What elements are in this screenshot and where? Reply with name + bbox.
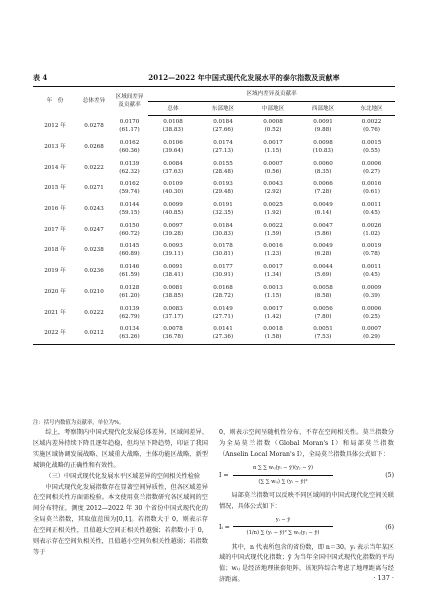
cell-northeast — [348, 219, 395, 240]
header-within-group: 区域内差异及贡献率 — [148, 87, 395, 102]
cell-overall — [148, 199, 198, 220]
cell-contribution: (2.92) — [264, 189, 282, 196]
cell-central — [248, 199, 298, 220]
cell-contribution: (0.27) — [363, 168, 380, 175]
cell-west — [298, 302, 348, 323]
cell-contribution: (1.02) — [363, 230, 380, 237]
cell-between — [111, 302, 148, 323]
cell-northeast — [348, 240, 395, 261]
cell-value: 0.0134 — [119, 326, 140, 333]
cell-west — [298, 116, 348, 137]
cell-contribution: (0.76) — [363, 127, 380, 134]
cell-central — [248, 178, 298, 199]
cell-northeast — [348, 302, 395, 323]
formula-6-number: (6) — [385, 523, 394, 531]
cell-total: 0.0210 — [84, 288, 104, 295]
cell-contribution: (0.29) — [363, 334, 380, 341]
cell-contribution: (37.63) — [162, 168, 184, 175]
cell-value: 0.0149 — [213, 305, 233, 312]
table-row — [33, 240, 395, 261]
cell-contribution: (61.17) — [119, 127, 140, 134]
cell-value: 0.0043 — [263, 181, 283, 188]
cell-overall — [148, 282, 198, 303]
cell-west — [298, 282, 348, 303]
cell-value: 0.0091 — [313, 119, 333, 126]
cell-value: 0.0019 — [361, 243, 382, 250]
cell-total: 0.0222 — [84, 309, 104, 316]
cell-year: 2018 年 — [44, 247, 66, 254]
cell-year: 2016 年 — [44, 206, 66, 213]
cell-central — [248, 157, 298, 178]
cell-overall — [148, 178, 198, 199]
table-note: 注：括号内数值为贡献率，单位为%。 — [33, 420, 125, 426]
cell-contribution: (59.74) — [119, 189, 140, 196]
cell-east — [198, 199, 248, 220]
cell-value: 0.0022 — [263, 222, 283, 229]
table-row — [33, 116, 395, 137]
cell-northeast — [348, 261, 395, 282]
paragraph: 0，则表示空间呈随机性分布，不存在空间相关性。莫兰指数分为全局莫兰指数（Global Moran's I）和局部莫兰指数（Anselin Local Moran's I），全局莫兰指数具体公式如下： — [219, 429, 394, 458]
cell-east — [198, 323, 248, 344]
cell-contribution: (60.72) — [119, 230, 140, 237]
cell-between — [111, 282, 148, 303]
cell-contribution: (27.71) — [212, 313, 234, 320]
cell-value: 0.0128 — [119, 284, 140, 291]
cell-value: 0.0049 — [313, 243, 333, 250]
cell-between — [111, 157, 148, 178]
cell-contribution: (0.78) — [363, 251, 380, 258]
cell-value: 0.0051 — [313, 326, 333, 333]
cell-contribution: (1.58) — [264, 334, 282, 341]
cell-value: 0.0139 — [119, 160, 140, 167]
cell-year: 2014 年 — [44, 164, 66, 171]
header-region-east: 东部地区 — [198, 102, 248, 116]
cell-contribution: (37.17) — [162, 313, 184, 320]
cell-contribution: (1.42) — [264, 313, 282, 320]
header-between: 区域间差异及贡献率 — [115, 94, 144, 109]
cell-northeast — [348, 137, 395, 158]
formula-6-denominator: (1/n) ∑ (yᵢ − ȳ)² ∑ wᵢⱼ(yⱼ − ȳ) — [246, 530, 320, 537]
cell-contribution: (0.39) — [363, 292, 380, 299]
formula-5 — [219, 461, 394, 491]
cell-value: 0.0162 — [119, 140, 140, 147]
cell-value: 0.0047 — [313, 222, 333, 229]
cell-value: 0.0017 — [263, 305, 283, 312]
paragraph: 局部莫兰指数可以反映不同区域间的中国式现代化空间关联情况，具体公式如下： — [219, 491, 394, 510]
cell-overall — [148, 116, 198, 137]
cell-contribution: (9.88) — [314, 127, 332, 134]
table-row — [33, 137, 395, 158]
cell-east — [198, 157, 248, 178]
cell-contribution: (0.52) — [264, 127, 282, 134]
cell-east — [198, 282, 248, 303]
cell-value: 0.0099 — [163, 202, 183, 209]
cell-northeast — [348, 323, 395, 344]
cell-contribution: (30.81) — [212, 251, 234, 258]
cell-contribution: (27.13) — [212, 148, 234, 155]
cell-central — [248, 137, 298, 158]
cell-value: 0.0049 — [313, 202, 333, 209]
cell-west — [298, 261, 348, 282]
table-row — [33, 178, 395, 199]
cell-contribution: (0.45) — [363, 272, 380, 279]
cell-between — [111, 240, 148, 261]
cell-contribution: (1.59) — [264, 230, 282, 237]
cell-total: 0.0247 — [84, 226, 104, 233]
cell-value: 0.0007 — [263, 160, 283, 167]
cell-value: 0.0168 — [213, 284, 233, 291]
cell-overall — [148, 323, 198, 344]
cell-value: 0.0066 — [313, 181, 333, 188]
cell-value: 0.0177 — [213, 264, 233, 271]
cell-contribution: (1.23) — [264, 251, 282, 258]
formula-5-denominator: (∑ ∑ wᵢⱼ) ∑ (yᵢ − ȳ)² — [258, 478, 308, 485]
cell-total: 0.0268 — [84, 144, 104, 151]
cell-central — [248, 302, 298, 323]
cell-contribution: (0.55) — [363, 148, 380, 155]
cell-overall — [148, 137, 198, 158]
cell-contribution: (8.58) — [314, 292, 332, 299]
cell-contribution: (63.26) — [119, 334, 140, 341]
cell-northeast — [348, 199, 395, 220]
formula-6-fraction — [233, 515, 333, 540]
cell-between — [111, 116, 148, 137]
cell-central — [248, 116, 298, 137]
cell-total: 0.0238 — [84, 247, 104, 254]
cell-contribution: (10.83) — [312, 148, 334, 155]
cell-contribution: (1.15) — [264, 292, 282, 299]
cell-value: 0.0013 — [263, 284, 283, 291]
cell-east — [198, 178, 248, 199]
left-column — [33, 428, 208, 559]
table-number: 表 4 — [33, 73, 48, 82]
cell-value: 0.0191 — [213, 202, 233, 209]
cell-value: 0.0193 — [213, 181, 233, 188]
cell-west — [298, 219, 348, 240]
cell-value: 0.0184 — [213, 119, 233, 126]
cell-contribution: (28.72) — [212, 292, 234, 299]
cell-contribution: (62.79) — [119, 313, 140, 320]
cell-total: 0.0271 — [84, 185, 104, 192]
cell-value: 0.0026 — [361, 222, 382, 229]
formula-6 — [219, 513, 394, 543]
cell-value: 0.0108 — [163, 119, 183, 126]
cell-east — [198, 219, 248, 240]
cell-contribution: (0.25) — [363, 313, 380, 320]
cell-contribution: (7.53) — [314, 334, 332, 341]
table-row — [33, 282, 395, 303]
cell-contribution: (59.15) — [119, 210, 140, 217]
theil-index-table — [33, 86, 395, 345]
cell-overall — [148, 302, 198, 323]
cell-west — [298, 323, 348, 344]
cell-northeast — [348, 157, 395, 178]
cell-year: 2013 年 — [44, 144, 66, 151]
formula-5-fraction — [233, 463, 333, 488]
cell-year: 2017 年 — [44, 226, 66, 233]
cell-value: 0.0098 — [313, 140, 333, 147]
cell-value: 0.0174 — [213, 140, 233, 147]
cell-value: 0.0044 — [313, 264, 333, 271]
cell-central — [248, 282, 298, 303]
cell-value: 0.0162 — [119, 181, 140, 188]
cell-value: 0.0109 — [163, 181, 183, 188]
table-row — [33, 302, 395, 323]
cell-contribution: (8.35) — [314, 168, 332, 175]
cell-contribution: (27.66) — [212, 127, 234, 134]
cell-value: 0.0081 — [163, 284, 183, 291]
cell-year: 2022 年 — [44, 330, 66, 337]
header-region-west: 西部地区 — [298, 102, 348, 116]
cell-contribution: (7.28) — [314, 189, 332, 196]
cell-contribution: (1.15) — [264, 148, 282, 155]
cell-contribution: (61.20) — [119, 292, 140, 299]
cell-year: 2019 年 — [44, 268, 66, 275]
cell-contribution: (28.48) — [212, 168, 234, 175]
cell-value: 0.0011 — [361, 202, 382, 209]
cell-value: 0.0078 — [163, 326, 183, 333]
right-column — [219, 428, 394, 586]
paragraph: 其中，n 代表所包含的省份数，即 n＝30。yᵢ 表示当年某区域的中国式现代化指数；ȳ 为当年全国中国式现代化指数的平均值；wᵢⱼ 是经济地理嵌套矩阵，该矩阵综合考虑了地理距离与经济距离。 — [219, 543, 394, 584]
cell-contribution: (7.80) — [314, 313, 332, 320]
header-region-overall: 总体 — [148, 102, 198, 116]
cell-contribution: (32.35) — [212, 210, 234, 217]
cell-central — [248, 240, 298, 261]
cell-value: 0.0150 — [119, 222, 140, 229]
cell-west — [298, 240, 348, 261]
header-total: 总体差异 — [82, 98, 106, 105]
table-row — [33, 261, 395, 282]
cell-value: 0.0060 — [313, 160, 333, 167]
cell-value: 0.0155 — [213, 160, 233, 167]
cell-contribution: (5.86) — [314, 230, 332, 237]
cell-value: 0.0006 — [361, 305, 382, 312]
cell-contribution: (39.11) — [162, 251, 184, 258]
cell-value: 0.0139 — [119, 305, 140, 312]
cell-east — [198, 137, 248, 158]
cell-value: 0.0056 — [313, 305, 333, 312]
section-heading: （三）中国式现代化发展水平区域差异的空间相关性检验 — [45, 472, 201, 480]
cell-value: 0.0008 — [263, 119, 283, 126]
cell-between — [111, 178, 148, 199]
cell-value: 0.0184 — [213, 222, 233, 229]
cell-contribution: (29.48) — [212, 189, 234, 196]
cell-between — [111, 137, 148, 158]
cell-west — [298, 199, 348, 220]
cell-contribution: (5.69) — [314, 272, 332, 279]
cell-between — [111, 219, 148, 240]
table-row — [33, 323, 395, 344]
cell-value: 0.0106 — [163, 140, 183, 147]
cell-value: 0.0009 — [361, 284, 382, 291]
cell-contribution: (27.36) — [212, 334, 234, 341]
cell-central — [248, 261, 298, 282]
formula-5-lhs: I = — [219, 471, 229, 479]
cell-central — [248, 219, 298, 240]
cell-west — [298, 137, 348, 158]
cell-value: 0.0025 — [263, 202, 283, 209]
cell-value: 0.0141 — [213, 326, 233, 333]
cell-value: 0.0178 — [213, 243, 233, 250]
cell-contribution: (38.41) — [162, 272, 184, 279]
cell-value: 0.0016 — [263, 243, 283, 250]
cell-east — [198, 302, 248, 323]
formula-6-numerator: yᵢ − ȳ — [233, 515, 333, 528]
cell-value: 0.0015 — [361, 140, 382, 147]
cell-contribution: (38.83) — [162, 127, 184, 134]
paragraph: 综上，考察期内中国式现代化发展总体差异、区域间差异、区域内差异持续下降且逐年趋稳，但均呈下降趋势，印证了我国实施区域协调发展战略、区域重大战略、主体功能区战略、新型城镇化战略的正确性和有效性。 — [33, 429, 208, 469]
table-row — [33, 219, 395, 240]
cell-value: 0.0170 — [119, 119, 140, 126]
cell-contribution: (1.92) — [264, 210, 282, 217]
cell-contribution: (60.89) — [119, 251, 140, 258]
cell-contribution: (38.85) — [162, 292, 184, 299]
paragraph: 中国式现代化发展指数存在显著空间异质性，但各区域差异在空间相关性方面需检验。本文使用莫兰指数研究各区域间的空间分布特征，测度 2012—2022 年 30 个省份中国式现代化的全局莫兰指数，其取值范围为[0,1]。若指数大于 0，则表示存在空间正相关性，且值越大空间正相关性越强；若指数小于 0，则表示存在空间负相关性，且值越小空间负相关性越弱；若指数等于 — [33, 483, 208, 556]
header-region-central: 中部地区 — [248, 102, 298, 116]
cell-contribution: (30.83) — [212, 230, 234, 237]
cell-value: 0.0018 — [263, 326, 283, 333]
cell-value: 0.0144 — [119, 202, 140, 209]
cell-contribution: (39.64) — [162, 148, 184, 155]
cell-northeast — [348, 116, 395, 137]
cell-between — [111, 261, 148, 282]
cell-year: 2015 年 — [44, 185, 66, 192]
cell-value: 0.0011 — [361, 264, 382, 271]
cell-east — [198, 240, 248, 261]
formula-5-numerator: n ∑ ∑ wᵢⱼ(yᵢ − ȳ)(yⱼ − ȳ) — [233, 463, 333, 476]
page-number: · 137 · — [373, 574, 394, 582]
cell-contribution: (36.78) — [162, 334, 184, 341]
cell-east — [198, 261, 248, 282]
table-row — [33, 199, 395, 220]
cell-central — [248, 323, 298, 344]
cell-contribution: (0.61) — [363, 189, 380, 196]
cell-overall — [148, 219, 198, 240]
cell-west — [298, 178, 348, 199]
formula-5-number: (5) — [385, 471, 394, 479]
cell-total: 0.0212 — [84, 330, 104, 337]
cell-total: 0.0236 — [84, 268, 104, 275]
cell-value: 0.0083 — [163, 305, 183, 312]
cell-contribution: (61.59) — [119, 272, 140, 279]
cell-value: 0.0006 — [361, 160, 382, 167]
cell-contribution: (62.32) — [119, 168, 140, 175]
cell-total: 0.0243 — [84, 206, 104, 213]
cell-contribution: (6.14) — [314, 210, 332, 217]
cell-east — [198, 116, 248, 137]
cell-northeast — [348, 178, 395, 199]
table-caption — [33, 73, 395, 85]
cell-value: 0.0022 — [361, 119, 382, 126]
header-region-northeast: 东北地区 — [348, 102, 395, 116]
cell-contribution: (30.91) — [212, 272, 234, 279]
cell-contribution: (40.30) — [162, 189, 184, 196]
cell-year: 2021 年 — [44, 309, 66, 316]
cell-value: 0.0017 — [263, 264, 283, 271]
cell-overall — [148, 240, 198, 261]
cell-total: 0.0222 — [84, 164, 104, 171]
cell-contribution: (40.85) — [162, 210, 184, 217]
cell-contribution: (6.28) — [314, 251, 332, 258]
cell-value: 0.0016 — [361, 181, 382, 188]
cell-value: 0.0084 — [163, 160, 183, 167]
cell-value: 0.0007 — [361, 326, 382, 333]
cell-value: 0.0097 — [163, 222, 183, 229]
cell-overall — [148, 261, 198, 282]
table-title: 2012—2022 年中国式现代化发展水平的泰尔指数及贡献率 — [148, 73, 340, 82]
cell-between — [111, 199, 148, 220]
cell-year: 2012 年 — [44, 123, 66, 130]
cell-contribution: (0.45) — [363, 210, 380, 217]
cell-west — [298, 157, 348, 178]
cell-year: 2020 年 — [44, 288, 66, 295]
cell-overall — [148, 157, 198, 178]
cell-total: 0.0278 — [84, 123, 104, 130]
cell-contribution: (39.28) — [162, 230, 184, 237]
header-year: 年 份 — [46, 98, 64, 105]
cell-contribution: (60.36) — [119, 148, 140, 155]
cell-contribution: (0.56) — [264, 168, 282, 175]
cell-value: 0.0091 — [163, 264, 183, 271]
cell-northeast — [348, 282, 395, 303]
table-row — [33, 157, 395, 178]
cell-value: 0.0093 — [163, 243, 183, 250]
cell-value: 0.0017 — [263, 140, 283, 147]
cell-value: 0.0146 — [119, 264, 140, 271]
cell-between — [111, 323, 148, 344]
cell-value: 0.0058 — [313, 284, 333, 291]
cell-value: 0.0145 — [119, 243, 140, 250]
cell-contribution: (1.34) — [264, 272, 282, 279]
formula-6-lhs: Iᵢ = — [219, 523, 230, 531]
